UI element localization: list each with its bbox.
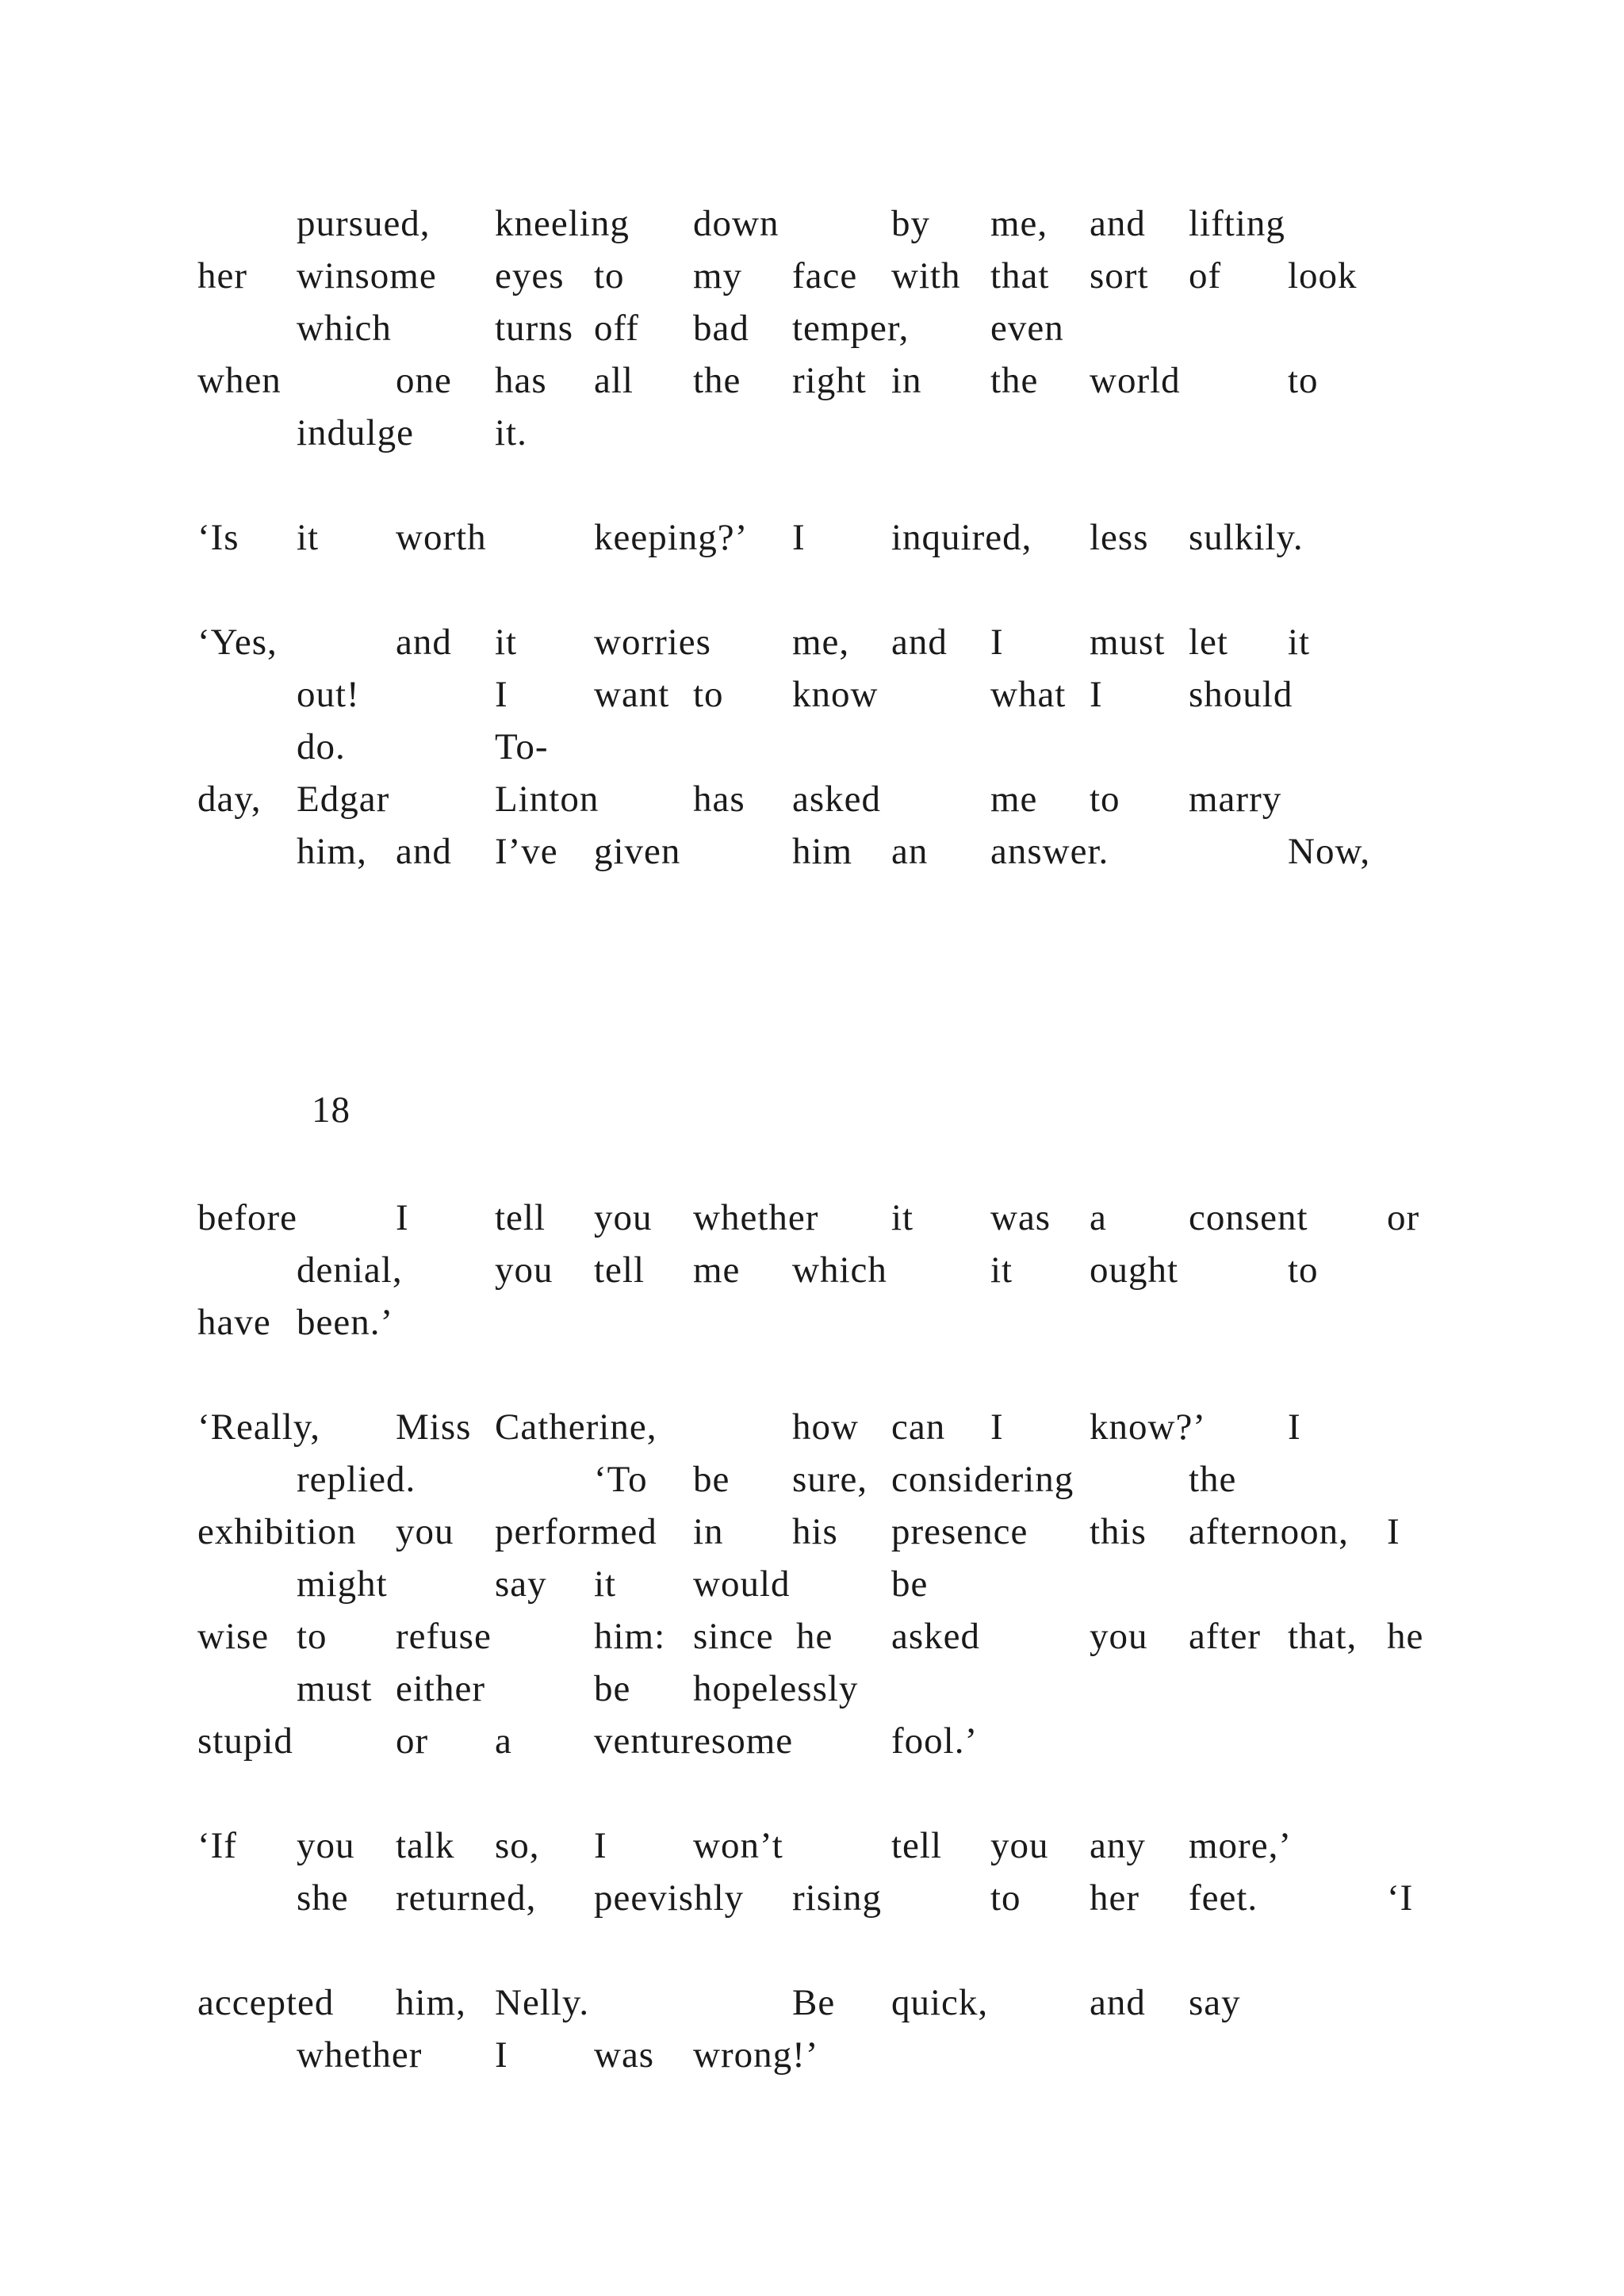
word: him bbox=[792, 831, 853, 872]
word: Nelly. bbox=[495, 1982, 590, 2023]
word: sulkily. bbox=[1189, 517, 1304, 558]
word: considering bbox=[891, 1459, 1074, 1500]
word: ‘Really, bbox=[197, 1406, 321, 1448]
word: that bbox=[990, 255, 1050, 297]
word: you bbox=[990, 1825, 1049, 1866]
word: you bbox=[396, 1511, 454, 1552]
word: him: bbox=[594, 1616, 666, 1657]
word: she bbox=[297, 1877, 349, 1919]
word: whether bbox=[693, 1197, 819, 1238]
word: and bbox=[891, 622, 948, 663]
word: how bbox=[792, 1406, 859, 1448]
word: say bbox=[495, 1563, 547, 1605]
word: I bbox=[990, 1406, 1004, 1448]
word: which bbox=[792, 1249, 887, 1291]
word: my bbox=[693, 255, 743, 297]
word: me bbox=[990, 779, 1038, 820]
word: this bbox=[1090, 1511, 1147, 1552]
word: me, bbox=[990, 203, 1048, 244]
word: since bbox=[693, 1616, 774, 1657]
word: or bbox=[1387, 1197, 1420, 1238]
word: it bbox=[495, 622, 518, 663]
word: to bbox=[990, 1877, 1021, 1919]
word: sort bbox=[1090, 255, 1149, 297]
word: know bbox=[792, 674, 879, 715]
word: and bbox=[1090, 1982, 1146, 2023]
word: peevishly bbox=[594, 1877, 745, 1919]
word: won’t bbox=[693, 1825, 783, 1866]
word: the bbox=[990, 360, 1039, 401]
word: be bbox=[594, 1668, 631, 1709]
word: more,’ bbox=[1189, 1825, 1292, 1866]
word: kneeling bbox=[495, 203, 630, 244]
word: have bbox=[197, 1302, 271, 1343]
word: you bbox=[1090, 1616, 1148, 1657]
word: been.’ bbox=[297, 1302, 394, 1343]
word: ‘If bbox=[197, 1825, 237, 1866]
word: of bbox=[1189, 255, 1222, 297]
word: was bbox=[990, 1197, 1051, 1238]
word: refuse bbox=[396, 1616, 492, 1657]
word: to bbox=[594, 255, 625, 297]
word: and bbox=[396, 831, 452, 872]
word: I’ve bbox=[495, 831, 558, 872]
word: to bbox=[1288, 1249, 1319, 1291]
word: pursued, bbox=[297, 203, 431, 244]
word: me, bbox=[792, 622, 850, 663]
word: I bbox=[990, 622, 1004, 663]
word: Miss bbox=[396, 1406, 472, 1448]
word: performed bbox=[495, 1511, 657, 1552]
word: and bbox=[1090, 203, 1146, 244]
word: or bbox=[396, 1720, 429, 1762]
word: venturesome bbox=[594, 1720, 794, 1762]
word: stupid bbox=[197, 1720, 293, 1762]
word: has bbox=[495, 360, 547, 401]
word: fool.’ bbox=[891, 1720, 979, 1762]
word: you bbox=[594, 1197, 653, 1238]
word: in bbox=[693, 1511, 724, 1552]
word: day, bbox=[197, 779, 262, 820]
word: to bbox=[1288, 360, 1319, 401]
word: me bbox=[693, 1249, 741, 1291]
word: to bbox=[693, 674, 724, 715]
word: ought bbox=[1090, 1249, 1179, 1291]
word: presence bbox=[891, 1511, 1028, 1552]
word: asked bbox=[891, 1616, 981, 1657]
word: tell bbox=[891, 1825, 943, 1866]
word: when bbox=[197, 360, 282, 401]
word: one bbox=[396, 360, 452, 401]
word: asked bbox=[792, 779, 882, 820]
word: talk bbox=[396, 1825, 455, 1866]
word: less bbox=[1090, 517, 1149, 558]
word: so, bbox=[495, 1825, 540, 1866]
word: I bbox=[1288, 1406, 1301, 1448]
word: was bbox=[594, 2034, 655, 2076]
word: him, bbox=[396, 1982, 466, 2023]
word: replied. bbox=[297, 1459, 416, 1500]
word: the bbox=[1189, 1459, 1237, 1500]
word: bad bbox=[693, 308, 749, 349]
word: Be bbox=[792, 1982, 836, 2023]
word: Edgar bbox=[297, 779, 390, 820]
word: say bbox=[1189, 1982, 1241, 2023]
word: want bbox=[594, 674, 670, 715]
word: any bbox=[1090, 1825, 1146, 1866]
word: must bbox=[1090, 622, 1166, 663]
word: you bbox=[297, 1825, 355, 1866]
word: wise bbox=[197, 1616, 270, 1657]
word: with bbox=[891, 255, 961, 297]
word: ‘Yes, bbox=[197, 622, 278, 663]
word: a bbox=[1090, 1197, 1107, 1238]
word: exhibition bbox=[197, 1511, 357, 1552]
word: tell bbox=[495, 1197, 546, 1238]
word: be bbox=[891, 1563, 929, 1605]
word: eyes bbox=[495, 255, 565, 297]
page-number: 18 bbox=[312, 1089, 350, 1131]
word: accepted bbox=[197, 1982, 335, 2023]
word: feet. bbox=[1189, 1877, 1258, 1919]
word: returned, bbox=[396, 1877, 537, 1919]
word: down bbox=[693, 203, 779, 244]
word: to bbox=[297, 1616, 327, 1657]
word: To- bbox=[495, 726, 549, 767]
word: I bbox=[396, 1197, 409, 1238]
word: it bbox=[990, 1249, 1013, 1291]
word: sure, bbox=[792, 1459, 868, 1500]
word: let bbox=[1189, 622, 1228, 663]
word: it bbox=[891, 1197, 914, 1238]
word: look bbox=[1288, 255, 1358, 297]
word: tell bbox=[594, 1249, 645, 1291]
word: ‘To bbox=[594, 1459, 648, 1500]
word: and bbox=[396, 622, 452, 663]
word: by bbox=[891, 203, 930, 244]
word: must bbox=[297, 1668, 373, 1709]
word: quick, bbox=[891, 1982, 989, 2023]
word: you bbox=[495, 1249, 553, 1291]
word: I bbox=[594, 1825, 607, 1866]
word: Now, bbox=[1288, 831, 1371, 872]
word: keeping?’ bbox=[594, 517, 749, 558]
word: has bbox=[693, 779, 745, 820]
word: would bbox=[693, 1563, 791, 1605]
word: he bbox=[796, 1616, 833, 1657]
word: world bbox=[1090, 360, 1181, 401]
word: which bbox=[297, 308, 392, 349]
word: to bbox=[1090, 779, 1120, 820]
word: know?’ bbox=[1090, 1406, 1206, 1448]
word: given bbox=[594, 831, 681, 872]
word: all bbox=[594, 360, 634, 401]
word: out! bbox=[297, 674, 360, 715]
word: Catherine, bbox=[495, 1406, 657, 1448]
word: should bbox=[1189, 674, 1293, 715]
word: it bbox=[1288, 622, 1311, 663]
word: what bbox=[990, 674, 1067, 715]
word: it. bbox=[495, 412, 527, 453]
word: in bbox=[891, 360, 922, 401]
word: I bbox=[495, 2034, 508, 2076]
word: ‘I bbox=[1387, 1877, 1414, 1919]
word: a bbox=[495, 1720, 512, 1762]
word: it bbox=[594, 1563, 617, 1605]
word: do. bbox=[297, 726, 346, 767]
word: her bbox=[1090, 1877, 1140, 1919]
word: even bbox=[990, 308, 1064, 349]
word: Linton bbox=[495, 779, 599, 820]
word: can bbox=[891, 1406, 946, 1448]
word: he bbox=[1387, 1616, 1424, 1657]
word: indulge bbox=[297, 412, 414, 453]
word: wrong!’ bbox=[693, 2034, 819, 2076]
word: marry bbox=[1189, 779, 1282, 820]
word: him, bbox=[297, 831, 367, 872]
word: off bbox=[594, 308, 639, 349]
word: I bbox=[792, 517, 806, 558]
word: answer. bbox=[990, 831, 1109, 872]
word: whether bbox=[297, 2034, 423, 2076]
word: inquired, bbox=[891, 517, 1032, 558]
word: it bbox=[297, 517, 320, 558]
word: temper, bbox=[792, 308, 910, 349]
word: her bbox=[197, 255, 248, 297]
word: I bbox=[1090, 674, 1103, 715]
word: turns bbox=[495, 308, 573, 349]
word: be bbox=[693, 1459, 730, 1500]
word: after bbox=[1189, 1616, 1262, 1657]
word: ‘Is bbox=[197, 517, 239, 558]
word: either bbox=[396, 1668, 485, 1709]
word: lifting bbox=[1189, 203, 1285, 244]
word: face bbox=[792, 255, 858, 297]
word: consent bbox=[1189, 1197, 1308, 1238]
word: the bbox=[693, 360, 741, 401]
word: afternoon, bbox=[1189, 1511, 1349, 1552]
word: worries bbox=[594, 622, 711, 663]
word: right bbox=[792, 360, 867, 401]
word: denial, bbox=[297, 1249, 403, 1291]
word: his bbox=[792, 1511, 838, 1552]
word: before bbox=[197, 1197, 298, 1238]
word: might bbox=[297, 1563, 388, 1605]
word: winsome bbox=[297, 255, 437, 297]
word: I bbox=[495, 674, 508, 715]
word: worth bbox=[396, 517, 487, 558]
word: an bbox=[891, 831, 929, 872]
word: hopelessly bbox=[693, 1668, 859, 1709]
word: rising bbox=[792, 1877, 883, 1919]
word: I bbox=[1387, 1511, 1400, 1552]
word: that, bbox=[1288, 1616, 1358, 1657]
